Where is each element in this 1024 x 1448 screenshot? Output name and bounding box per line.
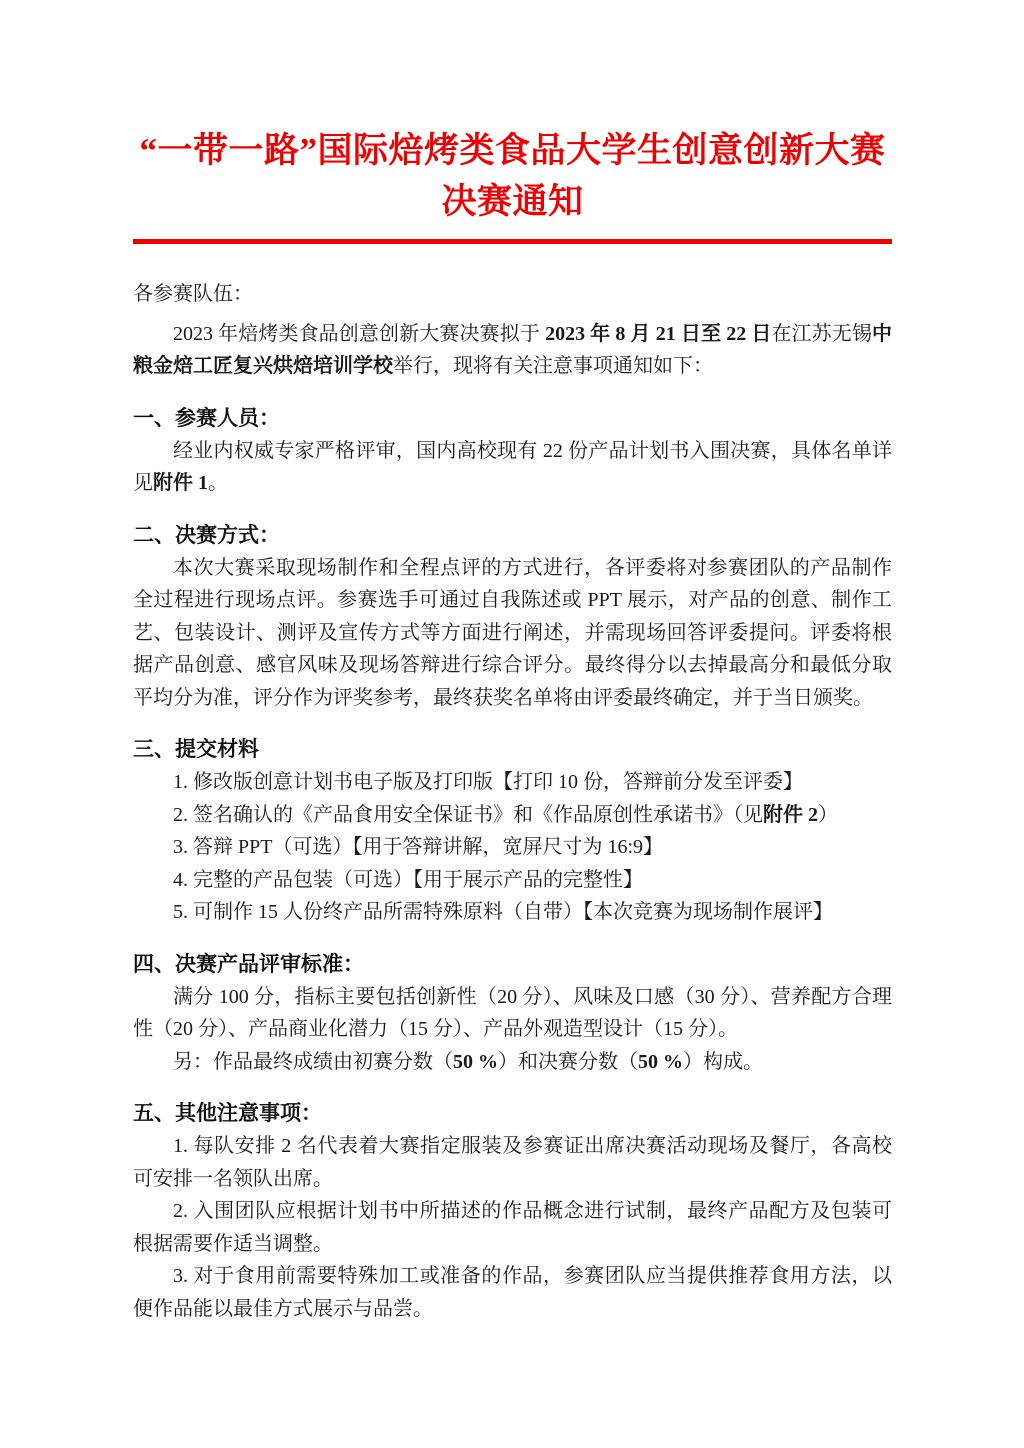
section-4-run-1: 另：作品最终成绩由初赛分数（ <box>173 1050 453 1073</box>
section-3-heading: 三、提交材料 <box>133 738 259 761</box>
section-1-paragraph <box>133 435 892 500</box>
materials-item-2 <box>133 799 892 832</box>
title-line-1: “一带一路”国际焙烤类食品大学生创意创新大赛 <box>139 131 886 170</box>
final-score-percent-bold: 50 % <box>638 1050 683 1073</box>
section-4-heading: 四、决赛产品评审标准： <box>133 952 364 976</box>
intro-run-2: 在江苏无锡 <box>771 322 873 345</box>
section-2-heading: 二、决赛方式： <box>133 523 280 547</box>
prelim-score-percent-bold: 50 % <box>453 1050 498 1073</box>
title-line-2: 决赛通知 <box>441 182 584 221</box>
document-title <box>133 125 892 227</box>
section-1-run-1: 经业内权威专家严格评审，国内高校现有 22 份产品计划书入围决赛，具体名单详见 <box>133 439 892 494</box>
materials-item-5: 5. 可制作 15 人份终产品所需特殊原料（自带）【本次竞赛为现场制作展评】 <box>173 901 833 923</box>
intro-run-1: 2023 年焙烤类食品创意创新大赛决赛拟于 <box>173 322 546 345</box>
section-4-paragraph-2 <box>133 1046 892 1079</box>
intro-venue-bold: 中粮金焙工匠复兴烘焙培训学校 <box>133 322 893 377</box>
notes-item-3: 3. 对于食用前需要特殊加工或准备的作品，参赛团队应当提供推荐食用方法，以便作品能以最佳方式展示与品尝。 <box>133 1265 892 1320</box>
red-divider-rule <box>133 239 892 244</box>
materials-item-2-run-1: 2. 签名确认的《产品食用安全保证书》和《作品原创性承诺书》（见 <box>173 803 763 826</box>
notes-item-1: 1. 每队安排 2 名代表着大赛指定服装及参赛证出席决赛活动现场及餐厅，各高校可安排一名领队出席。 <box>133 1135 892 1190</box>
attachment-1-ref-bold: 附件 1 <box>153 472 208 494</box>
section-5-heading: 五、其他注意事项： <box>133 1102 322 1125</box>
section-1-run-2: 。 <box>208 472 228 494</box>
section-1-heading: 一、参赛人员： <box>133 406 280 430</box>
section-2-paragraph: 本次大赛采取现场制作和全程点评的方式进行，各评委将对参赛团队的产品制作全过程进行现场点评。参赛选手可通过自我陈述或 PPT 展示，对产品的创意、制作工艺、包装设计、测评及宣传方式等方面进行阐述，并需现场回答评委提问。评委将根据产品创意、感官风味及现场答辩进行综合评分。最终得分以去掉最高分和最低分取平均分为准，评分作为评奖参考，最终获奖名单将由评委最终确定，并于当日颁奖。 <box>133 556 892 709</box>
materials-item-2-run-2: ） <box>818 803 838 826</box>
section-4-paragraph-1: 满分 100 分，指标主要包括创新性（20 分）、风味及口感（30 分）、营养配方合理性（20 分）、产品商业化潜力（15 分）、产品外观造型设计（15 分）。 <box>133 985 892 1040</box>
materials-item-3: 3. 答辩 PPT（可选）【用于答辩讲解，宽屏尺寸为 16:9】 <box>173 836 664 858</box>
materials-item-4: 4. 完整的产品包装（可选）【用于展示产品的完整性】 <box>173 868 643 891</box>
intro-run-3: 举行，现将有关注意事项通知如下： <box>393 355 713 377</box>
intro-dates-bold: 2023 年 8 月 21 日至 22 日 <box>545 322 772 345</box>
section-4-run-3: ）构成。 <box>683 1050 763 1073</box>
salutation-line: 各参赛队伍： <box>133 283 253 305</box>
notes-item-2: 2. 入围团队应根据计划书中所描述的作品概念进行试制，最终产品配方及包装可根据需要作适当调整。 <box>133 1200 892 1255</box>
attachment-2-ref-bold: 附件 2 <box>763 803 818 826</box>
section-4-run-2: ）和决赛分数（ <box>498 1050 638 1073</box>
materials-item-1: 1. 修改版创意计划书电子版及打印版【打印 10 份，答辩前分发至评委】 <box>173 771 803 793</box>
intro-paragraph <box>133 318 892 383</box>
